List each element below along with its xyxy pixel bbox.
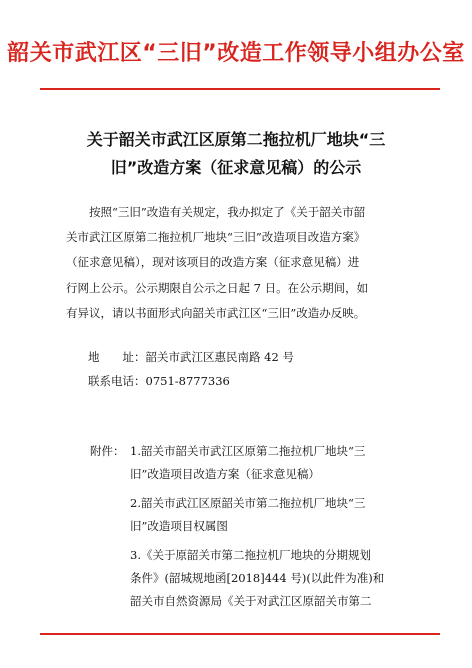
attachment-item-3 bbox=[130, 544, 420, 613]
attachment-item-2 bbox=[130, 492, 420, 538]
attachment-1-line-2: 旧”改造项目改造方案（征求意见稿） bbox=[130, 467, 320, 481]
title-line-2: 旧”改造方案（征求意见稿）的公示 bbox=[110, 158, 362, 177]
header-divider bbox=[40, 88, 440, 90]
body-line-1: 按照“三旧”改造有关规定，我办拟定了《关于韶关市韶 bbox=[89, 205, 366, 219]
body-line-5: 有异议，请以书面形式向韶关市武江区“三旧”改造办反映。 bbox=[66, 305, 366, 320]
body-line-4: 行网上公示。公示期限自公示之日起 7 日。在公示期间，如 bbox=[66, 280, 369, 295]
address-label: 地 址： bbox=[88, 350, 146, 364]
phone-label: 联系电话： bbox=[88, 374, 146, 388]
body-paragraph bbox=[66, 200, 406, 326]
attachment-3-line-3: 韶关市自然资源局《关于对武江区原韶关市第二 bbox=[130, 594, 372, 608]
phone-row bbox=[88, 370, 230, 392]
attachment-2-line-2: 旧”改造项目权属图 bbox=[130, 519, 228, 533]
body-line-3: （征求意见稿），现对该项目的改造方案（征求意见稿）进 bbox=[66, 255, 360, 270]
footer-divider bbox=[40, 633, 440, 635]
attachments-label: 附件： bbox=[90, 444, 125, 458]
address-row bbox=[88, 346, 294, 368]
attachment-1-line-1: 1.韶关市韶关市武江区原第二拖拉机厂地块“三 bbox=[130, 444, 366, 458]
attachment-2-line-1: 2.韶关市武江区原韶关市第二拖拉机厂地块“三 bbox=[130, 496, 366, 510]
attachment-3-line-1: 3.《关于原韶关市第二拖拉机厂地块的分期规划 bbox=[130, 548, 371, 562]
address-value: 韶关市武江区惠民南路 42 号 bbox=[145, 350, 294, 364]
body-line-2: 关市武江区原第二拖拉机厂地块“三旧”改造项目改造方案》 bbox=[66, 230, 366, 245]
phone-value: 0751-8777336 bbox=[145, 374, 230, 388]
attachment-item-1 bbox=[130, 440, 420, 486]
document-title bbox=[56, 126, 416, 182]
title-line-1: 关于韶关市武江区原第二拖拉机厂地块“三 bbox=[86, 130, 386, 149]
org-header: 韶关市武江区“三旧”改造工作领导小组办公室 bbox=[7, 41, 465, 66]
attachments-list bbox=[130, 440, 420, 619]
attachment-3-line-2: 条件》(韶城规地函[2018]444 号)(以此件为准)和 bbox=[130, 571, 385, 585]
